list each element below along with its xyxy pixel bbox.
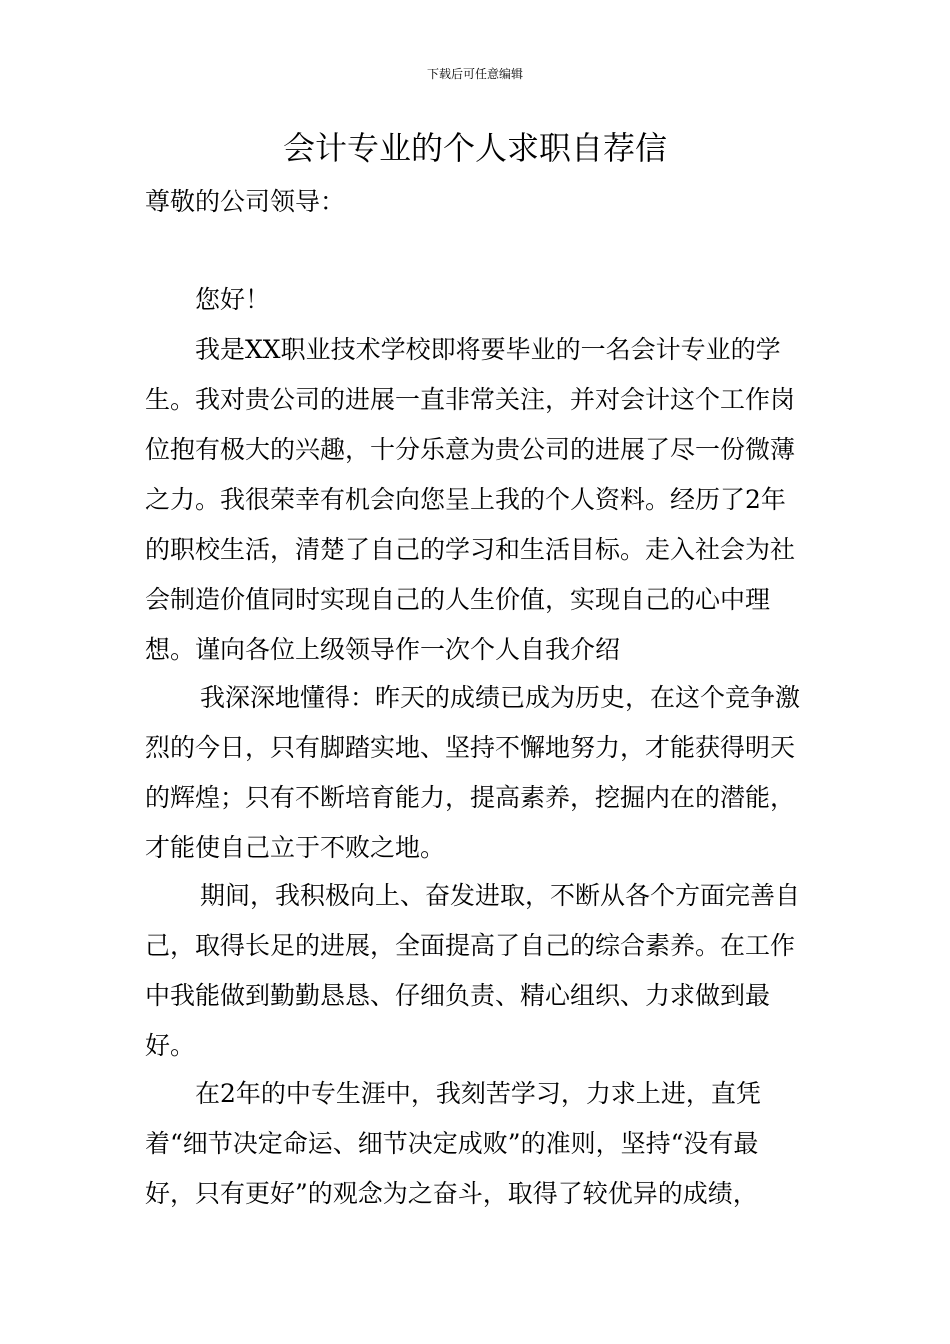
header-note: 下载后可任意编辑 xyxy=(426,67,523,81)
paragraph-understanding: 我深深地懂得：昨天的成绩已成为历史，在这个竞争激烈的今日，只有脚踏实地、坚持不懈地努力，才能获得明天的辉煌；只有不断培育能力，提高素养，挖掘内在的潜能，才能使自己立于不败之地。 xyxy=(145,683,801,862)
paragraph-introduction: 我是XX职业技术学校即将要毕业的一名会计专业的学生。我对贵公司的进展一直非常关注，并对会计这个工作岗位抱有极大的兴趣，十分乐意为贵公司的进展了尽一份微薄之力。我很荣幸有机会向您呈上我的个人资料。经历了2年的职校生活，清楚了自己的学习和生活目标。走入社会为社会制造价值同时实现自己的人生价值，实现自己的心中理想。谨向各位上级领导作一次个人自我介绍 xyxy=(145,335,796,664)
paragraph-study-record: 在2年的中专生涯中，我刻苦学习，力求上进，直凭着“细节决定命运、细节决定成败”的准则，坚持“没有最好，只有更好”的观念为之奋斗，取得了较优异的成绩， xyxy=(145,1079,761,1208)
document-title: 会计专业的个人求职自荐信 xyxy=(282,129,667,167)
paragraph-self-improvement: 期间，我积极向上、奋发进取，不断从各个方面完善自己，取得长足的进展，全面提高了自己的综合素养。在工作中我能做到勤勤恳恳、仔细负责、精心组织、力求做到最好。 xyxy=(145,881,801,1060)
greeting: 您好！ xyxy=(195,285,271,314)
salutation: 尊敬的公司领导： xyxy=(145,187,346,216)
